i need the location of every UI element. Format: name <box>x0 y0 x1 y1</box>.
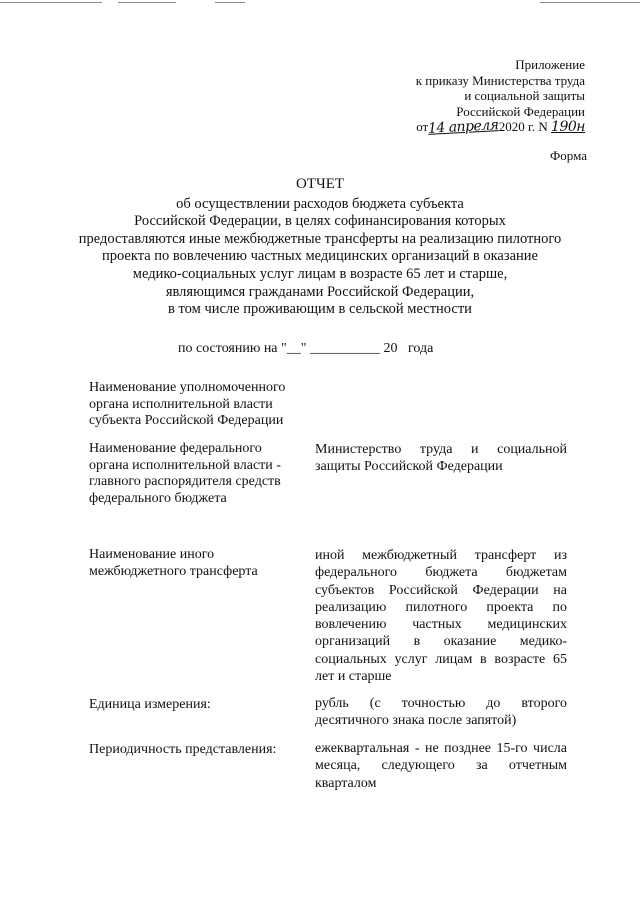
field-label-line: Наименование уполномоченного <box>89 380 286 395</box>
handwritten-order-number: 190н <box>551 119 585 136</box>
order-prefix: от <box>416 119 429 135</box>
field-label-line: Единица измерения: <box>89 697 211 712</box>
title-line: проекта по вовлечению частных медицинских организаций в оказание <box>101 248 538 265</box>
report-title <box>0 176 640 319</box>
field-label-periodicity <box>89 742 309 759</box>
field-label-line: межбюджетного трансферта <box>89 563 258 579</box>
field-value-unit: рубль (с точностью до второго десятичного знака после запятой) <box>315 696 567 729</box>
field-label-line: Наименование федерального <box>89 441 262 456</box>
field-value-federal-body: Министерство труда и социальной защиты Российской Федерации <box>315 442 567 475</box>
field-label-line: органа исполнительной власти - <box>89 457 281 473</box>
title-line: медико-социальных услуг лицам в возрасте 65 лет и старше, <box>132 265 508 282</box>
title-line: об осуществлении расходов бюджета субъекта <box>176 195 464 212</box>
as-of-date-line: по состоянию на "__" __________ 20 года <box>178 341 434 356</box>
field-label-line: органа исполнительной власти <box>89 396 273 412</box>
appendix-line: Приложение <box>515 57 585 72</box>
field-label-line: федерального бюджета <box>89 490 227 506</box>
scan-edge-line <box>215 2 245 3</box>
handwritten-order-date: 14 апреля <box>427 117 500 138</box>
field-label-authorized-body <box>89 380 309 430</box>
appendix-line: и социальной защиты <box>464 88 585 104</box>
field-label-line: субъекта Российской Федерации <box>89 413 284 428</box>
order-line <box>416 119 585 136</box>
report-heading: ОТЧЕТ <box>295 176 345 192</box>
appendix-line: к приказу Министерства труда <box>415 72 585 88</box>
scan-edge-line <box>118 2 176 3</box>
field-value-periodicity: ежеквартальная - не позднее 15-го числа месяца, следующего за отчетным кварталом <box>315 741 567 791</box>
title-line: предоставляются иные межбюджетные трансферты на реализацию пилотного <box>78 230 562 247</box>
field-label-line: Периодичность представления: <box>89 742 277 757</box>
scan-edge-line <box>0 2 102 3</box>
title-line: являющимся гражданами Российской Федерации, <box>165 283 475 300</box>
appendix-block <box>416 57 585 136</box>
field-label-unit <box>89 697 309 714</box>
form-label: Форма <box>550 148 587 163</box>
field-label-line: Наименование иного <box>89 547 215 562</box>
order-year: 2020 г. N <box>498 119 548 135</box>
field-label-line: главного распорядителя средств <box>89 474 281 489</box>
field-label-transfer-name <box>89 547 309 580</box>
title-line: Российской Федерации, в целях софинансирования которых <box>134 213 506 230</box>
scan-top-edge <box>0 0 640 6</box>
appendix-line: Российской Федерации <box>456 103 585 119</box>
field-label-federal-body <box>89 441 309 507</box>
title-line: в том числе проживающим в сельской местности <box>168 301 472 318</box>
field-value-transfer-name: иной межбюджетный трансферт из федерального бюджета бюджетам субъектов Российской Федерации на реализацию пилотного проекта по вовлечению частных медицинских организаций в оказание медико-социальных услуг лицам в возрасте 65 лет и старше <box>315 548 567 685</box>
scan-edge-line <box>540 2 640 3</box>
